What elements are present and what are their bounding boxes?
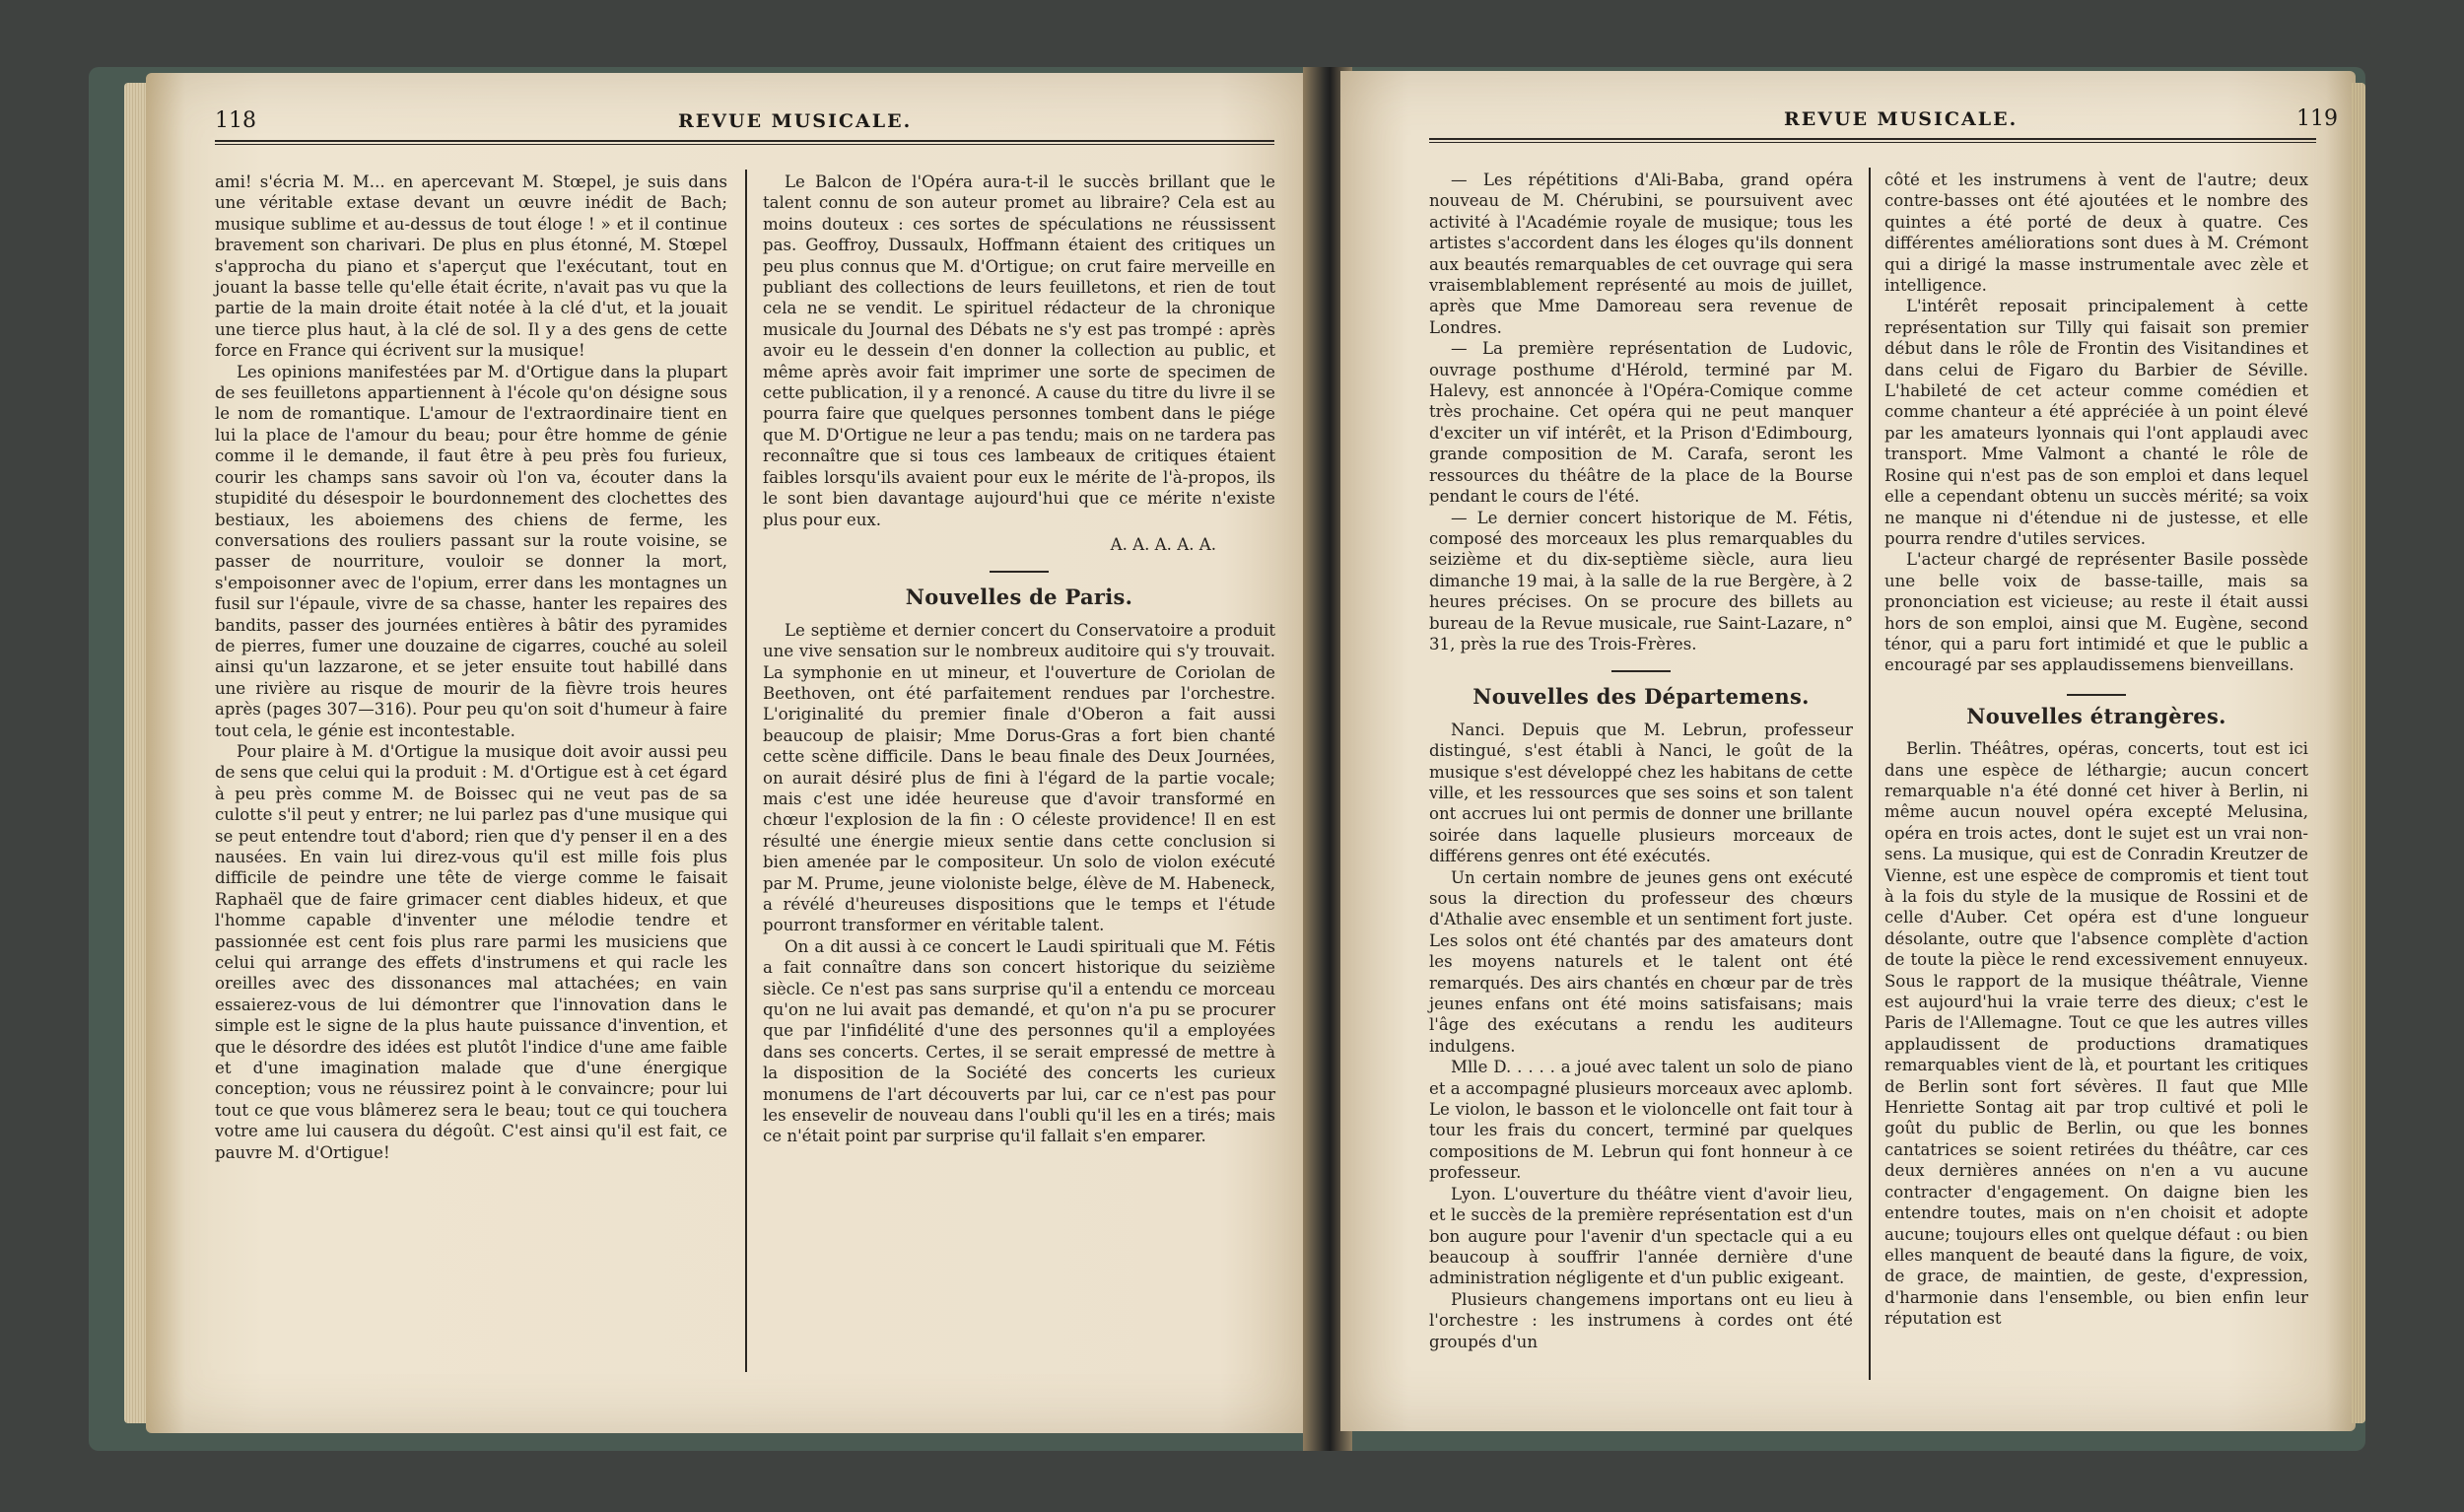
paragraph: Mlle D. . . . . a joué avec talent un solo de piano et a accompagné plusieurs morceaux avec aplomb. Le violon, le basson et le violoncelle ont fait tour à tour les frais du concert, terminé par quelques compositions de M. Lebrun qui font honneur à ce professeur. — [1429, 1058, 1853, 1183]
page-number-left: 118 — [215, 108, 256, 133]
paragraph: Nanci. Depuis que M. Lebrun, professeur distingué, s'est établi à Nanci, le goût de la musique s'est développé chez les habitans de cette ville, et les ressources que ses soins et son talent ont accrues lui ont permis de donner une brillante soirée dans laquelle plusieurs morceaux de différens genres ont été exécutés. — [1429, 720, 1853, 866]
paragraph: — Le dernier concert historique de M. Fétis, composé des morceaux les plus remarquables du seizième et du dix-septième siècle, aura lieu dimanche 19 mai, à la salle de la rue Bergère, à 2 heures précises. On se procure des billets au bureau de la Revue musicale, rue Saint-Lazare, n° 31, près la rue des Trois-Frères. — [1429, 508, 1853, 653]
left-page — [146, 73, 1314, 1433]
paragraph: Le septième et dernier concert du Conservatoire a produit une vive sensation sur le nombreux auditoire qui s'y trouvait. La symphonie en ut mineur, et l'ouverture de Coriolan de Beethoven, ont été parfaitement rendues par l'orchestre. L'originalité du premier finale d'Oberon a fait aussi beaucoup de plaisir; Mme Dorus-Gras a fort bien chanté cette scène difficile. Dans le beau finale des Deux Journées, on aurait désiré plus de fini à l'égard de la partie vocale; mais c'est une idée heureuse que d'avoir transformé en chœur l'explosion de la fin : O céleste providence! Il en est résulté une énergie mieux sentie dans cette conclusion si bien amenée par le compositeur. Un solo de violon exécuté par M. Prume, jeune violoniste belge, élève de M. Habeneck, a révélé d'heureuses dispositions que le temps et l'étude pourront transformer en véritable talent. — [763, 620, 1275, 935]
left-column-1 — [215, 172, 727, 1163]
running-head-left: REVUE MUSICALE. — [678, 110, 913, 132]
paragraph: Les opinions manifestées par M. d'Ortigue dans la plupart de ses feuilletons appartiennent à l'école qu'on désigne sous le nom de romantique. L'amour de l'extraordinaire tient en lui la place de l'amour du beau; pour être homme de génie comme il le demande, il faut être à peu près fou furieux, courir les champs sans savoir où l'on va, écouter dans la stupidité du désespoir le bourdonnement des clochettes des bestiaux, les aboiemens des chiens de ferme, les conversations des rouliers passant sur la route voisine, se passer de nourriture, vouloir se donner la mort, s'empoisonner avec de l'opium, errer dans les montagnes un fusil sur l'épaule, vivre de sa chasse, hanter les repaires des bandits, passer des journées entières à bâtir des pyramides de pierres, fumer une douzaine de cigarres, couché au soleil ainsi qu'un lazzarone, et se jeter ensuite tout habillé dans une rivière au risque de mourir de la fièvre trois heures après (pages 307—316). Pour peu qu'on soit d'humeur à faire tout cela, le génie est incontestable. — [215, 362, 727, 740]
paragraph: Berlin. Théâtres, opéras, concerts, tout est ici dans une espèce de léthargie; aucun concert remarquable n'a été donné cet hiver à Berlin, ni même aucun nouvel opéra excepté Melusina, opéra en trois actes, dont le sujet est un vrai non-sens. La musique, qui est de Conradin Kreutzer de Vienne, est une espèce de compromis et tient tout à la fois du style de la musique de Rossini et de celle d'Auber. Cet opéra est d'une longueur désolante, outre que l'absence complète d'action de toute la pièce le rend excessivement ennuyeux. Sous le rapport de la musique théâtrale, Vienne est aujourd'hui la vraie terre des dieux; c'est le Paris de l'Allemagne. Tout ce que les autres villes applaudissent de productions dramatiques remarquables vient de là, et pourtant les critiques de Berlin sont fort sévères. Il faut que Mlle Henriette Sontag ait par trop cultivé et poli le goût du public de Berlin, ou que les bonnes cantatrices se soient retirées du théâtre, car ces deux dernières années on n'en a vu aucune contracter d'engagement. On daigne bien les entendre toutes, mais on n'en choisit et adopte aucune; toujours elles ont quelque défaut : ou bien elles manquent de beauté dans la figure, de voix, de grace, de maintien, de geste, d'expression, d'harmonie dans l'ensemble, ou bien enfin leur réputation est — [1884, 739, 2308, 1329]
paragraph: — La première représentation de Ludovic, ouvrage posthume d'Hérold, terminé par M. Halevy, est annoncée à l'Opéra-Comique comme très prochaine. Cet opéra qui ne peut manquer d'exciter un vif intérêt, et la Prison d'Edimbourg, grande composition de M. Carafa, seront les ressources du théâtre de la place de la Bourse pendant le cours de l'été. — [1429, 339, 1853, 507]
page-number-right: 119 — [2296, 106, 2338, 131]
section-separator — [990, 571, 1049, 573]
paragraph: Un certain nombre de jeunes gens ont exécuté sous la direction du professeur des chœurs d'Athalie avec ensemble et un sentiment fort juste. Les solos ont été chantés par des amateurs dont les moyens naturels et le talent ont été remarqués. Des airs chantés en chœur par de très jeunes enfans ont été moins satisfaisans; mais l'âge des exécutans a rendu les auditeurs indulgens. — [1429, 867, 1853, 1056]
section-separator — [1611, 670, 1671, 672]
signature: A. A. A. A. A. — [1110, 534, 1216, 554]
open-book — [89, 67, 2365, 1451]
paragraph: Plusieurs changemens importans ont eu lieu à l'orchestre : les instrumens à cordes ont été groupés d'un — [1429, 1289, 1853, 1351]
left-column-2 — [763, 172, 1275, 1147]
running-head-right: REVUE MUSICALE. — [1784, 108, 2019, 130]
paragraph: L'intérêt reposait principalement à cette représentation sur Tilly qui faisait son premier début dans le rôle de Frontin des Visitandines et dans celui de Figaro du Barbier de Séville. L'habileté de cet acteur comme comédien et comme chanteur a été appréciée à un point élevé par les amateurs lyonnais qui l'ont applaudi avec transport. Mme Valmont a chanté le rôle de Rosine qui n'est pas de son emploi et dans lequel elle a cependant obtenu un succès mérité; sa voix ne manque ni d'étendue ni de justesse, et elle pourra rendre d'utiles services. — [1884, 297, 2308, 548]
header-rule-right — [1429, 138, 2316, 143]
section-separator — [2067, 694, 2126, 696]
section-heading: Nouvelles des Départemens. — [1472, 684, 1810, 710]
paragraph: côté et les instrumens à vent de l'autre; deux contre-basses ont été ajoutées et le nombre des quintes a été porté de deux à quatre. Ces différentes améliorations sont dues à M. Crémont qui a dirigé la masse instrumentale avec zèle et intelligence. — [1884, 171, 2308, 296]
right-page — [1340, 71, 2356, 1431]
paragraph: On a dit aussi à ce concert le Laudi spirituali que M. Fétis a fait connaître dans son concert historique du seizième siècle. Ce n'est pas sans surprise qu'il a entendu ce morceau qu'on ne lui avait pas demandé, et qu'on n'a pu se procurer que par l'infidélité d'une des personnes qu'il a employées dans ses concerts. Certes, il se serait empressé de mettre à la disposition de la Société des concerts les curieux monumens de l'art découverts par lui, car ce n'est pas pour les ensevelir de nouveau dans l'oubli qu'il les en a tirés; mais ce n'était point par surprise qu'il fallait s'en emparer. — [763, 936, 1275, 1146]
page-edges-right — [2352, 83, 2365, 1423]
right-column-1 — [1429, 170, 1853, 1352]
paragraph: — Les répétitions d'Ali-Baba, grand opéra nouveau de M. Chérubini, se poursuivent avec activité à l'Académie royale de musique; tous les artistes s'accordent dans les éloges qu'ils donnent aux beautés remarquables de cet ouvrage qui sera vraisemblablement représenté au mois de juillet, après que Mme Damoreau sera revenue de Londres. — [1429, 171, 1853, 337]
right-column-2 — [1884, 170, 2308, 1330]
paragraph: L'acteur chargé de représenter Basile possède une belle voix de basse-taille, mais sa prononciation est vicieuse; au reste il était aussi hors de son emploi, ainsi que M. Eugène, second ténor, qui a paru fort intimidé et que le public a encouragé par ses applaudissemens bienveillans. — [1884, 550, 2308, 675]
paragraph: Pour plaire à M. d'Ortigue la musique doit avoir aussi peu de sens que celui qui la produit : M. d'Ortigue est à cet égard à peu près comme M. de Boissec qui ne veut pas de sa culotte s'il peut y entrer; ne lui parlez pas d'une musique qui se peut entendre tout d'abord; rien que d'y penser il en a des nausées. En vain lui direz-vous qu'il est mille fois plus difficile de peindre une tête de vierge comme le faisait Raphaël que de faire grimacer cent diables hideux, et que l'homme capable d'inventer une mélodie tendre et passionnée est cent fois plus rare parmi les musiciens que celui qui arrange des effets d'instrumens et qui racle les oreilles avec des dissonances mal attachées; en vain essaierez-vous de lui démontrer que l'innovation dans le simple est le signe de la plus haute puissance d'invention, et que le désordre des idées est plutôt l'indice d'une ame faible et d'une imagination malade que d'une énergique conception; vous ne réussirez point à le convaincre; pour lui tout ce que vous blâmerez sera le beau; tout ce qui touchera votre ame lui causera du dégoût. C'est ainsi qu'il est fait, ce pauvre M. d'Ortigue! — [215, 741, 727, 1162]
paragraph: Lyon. L'ouverture du théâtre vient d'avoir lieu, et le succès de la première représentation est d'un bon augure pour l'avenir d'un spectacle qui a eu beaucoup à souffrir l'année dernière d'une administration négligente et d'un public exigeant. — [1429, 1184, 1853, 1288]
column-rule-left — [745, 170, 747, 1372]
section-heading: Nouvelles étrangères. — [1966, 703, 2226, 728]
section-heading: Nouvelles de Paris. — [905, 584, 1133, 610]
column-rule-right — [1869, 168, 1871, 1380]
paragraph: Le Balcon de l'Opéra aura-t-il le succès brillant que le talent connu de son auteur promet au libraire? Cela est au moins douteux : ces sortes de spéculations ne réussissent pas. Geoffroy, Dussaulx, Hoffmann étaient des critiques un peu plus connus que M. d'Ortigue; on crut faire merveille en publiant des collections de leurs feuilletons, et rien de tout cela ne se vendit. Le spirituel rédacteur de la chronique musicale du Journal des Débats ne s'y est pas trompé : après avoir eu le dessein d'en donner la collection au public, et même après avoir fait imprimer une sorte de specimen de cette publication, il y a renoncé. A cause du titre du livre il se pourra faire que quelques personnes tombent dans le piége que M. D'Ortigue ne leur a pas tendu; mais on ne tardera pas reconnaître que si tous ces lambeaux de critiques étaient faibles lorsqu'ils avaient pour eux le mérite de l'à-propos, ils le sont bien davantage aujourd'hui que ce mérite n'existe plus pour eux. — [763, 172, 1275, 529]
header-rule-left — [215, 140, 1274, 145]
paragraph: ami! s'écria M. M... en apercevant M. Stœpel, je suis dans une véritable extase devant un œuvre inédit de Bach; musique sublime et au-dessus de tout éloge ! » et il continue bravement son charivari. De plus en plus étonné, M. Stœpel s'approcha du piano et s'aperçut que l'exécutant, tout en jouant la basse telle qu'elle était écrite, n'avait pas vu que la partie de la main droite était notée à la clé d'ut, et la jouait une tierce plus haut, à la clé de sol. Il y a des gens de cette force en France qui écrivent sur la musique! — [215, 172, 727, 361]
